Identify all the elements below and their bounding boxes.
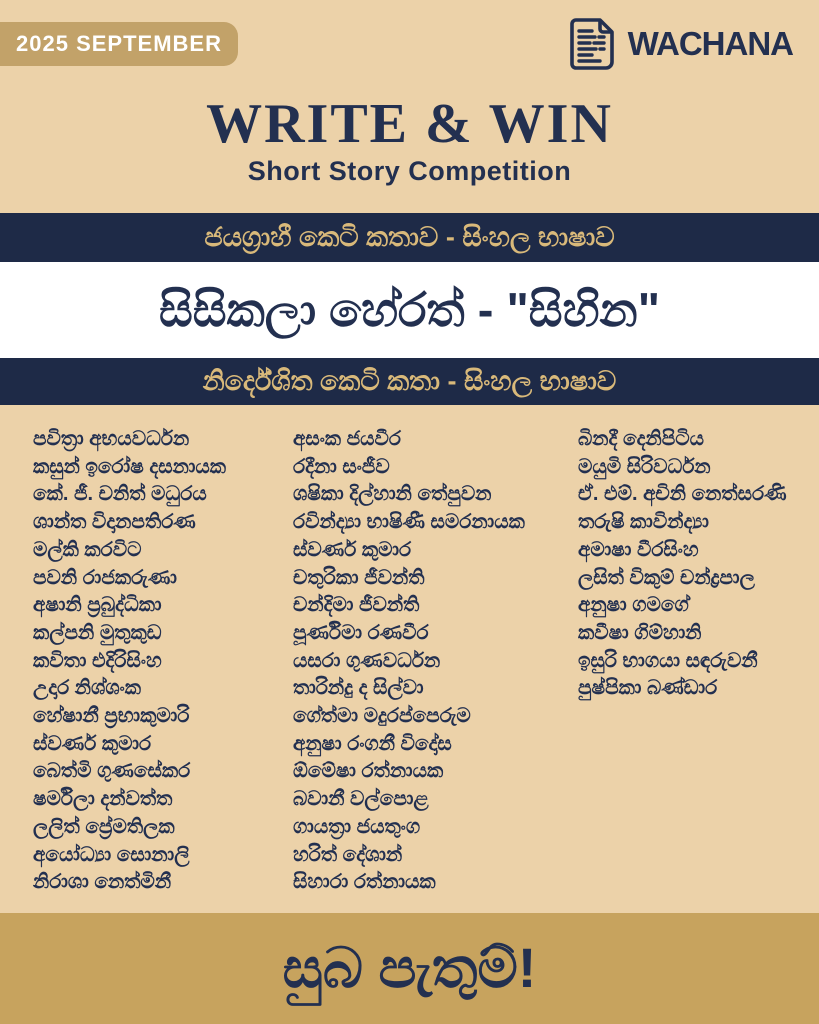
name-item: ස්වර්ණ කුමාර bbox=[33, 732, 152, 755]
name-item: බෙත්මි ගුණසේකර bbox=[33, 760, 191, 783]
name-item: මයුමි සිරිවර්ධන bbox=[578, 455, 711, 478]
winner-category-label: ජයග්‍රාහී කෙටි කතාව - සිංහල භාෂාව bbox=[204, 221, 615, 252]
name-item: බිනදී දෙනිපිටිය bbox=[578, 428, 705, 450]
name-item: අයෝධ්‍යා සොනාලි bbox=[33, 843, 190, 866]
names-column-2 bbox=[293, 426, 578, 897]
name-item: අෂානි ප්‍රබුද්ධිකා bbox=[33, 594, 162, 617]
name-item: ස්වර්ණ කුමාර bbox=[293, 538, 412, 561]
name-item: මල්කි කරවිට bbox=[33, 538, 142, 561]
name-item: ඒ. එම්. අචිනි නෙත්සරණි bbox=[578, 483, 787, 506]
name-item: කල්පනි මුතුකුඩ bbox=[33, 621, 162, 644]
name-item: ෂර්මිලා දන්වත්ත bbox=[33, 788, 173, 811]
name-item: නිරාශා නෙත්මිනී bbox=[33, 871, 172, 894]
name-item: ඕමේෂා රත්නායක bbox=[293, 760, 444, 783]
recommended-category-label: නිර්දේශිත කෙටි කතා - සිංහල භාෂාව bbox=[202, 365, 617, 396]
name-item: කවීෂා ගිම්හානි bbox=[578, 621, 702, 644]
name-item: ලලිත් ප්‍රේමතිලක bbox=[33, 815, 175, 838]
name-item: පූර්ණිමා රණවීර bbox=[293, 621, 429, 644]
name-item: කේ. ජී. චනිත් මධුරය bbox=[33, 483, 207, 506]
winner-name-band bbox=[0, 262, 819, 358]
names-column-3 bbox=[578, 426, 804, 703]
name-item: ගේත්මා මදුරප්පෙරුම bbox=[293, 705, 471, 728]
name-item: පවනි රාජකරුණා bbox=[33, 566, 177, 589]
names-grid bbox=[33, 426, 804, 897]
name-item: චන්දිමා ජීවන්ති bbox=[293, 594, 420, 617]
recommended-category-band bbox=[0, 358, 819, 405]
document-icon bbox=[570, 18, 616, 70]
date-badge bbox=[0, 22, 238, 66]
competition-subtitle: Short Story Competition bbox=[247, 156, 572, 186]
brand-logo bbox=[570, 18, 793, 70]
name-item: උදාර නිශ්ශංක bbox=[33, 677, 141, 700]
name-item: රවින්ද්‍යා භාෂිණී සමරනායක bbox=[293, 511, 525, 534]
name-item: සිහාරා රත්නායක bbox=[293, 871, 436, 894]
name-item: හේෂානී ප්‍රභාකුමාරි bbox=[33, 705, 190, 728]
name-item: යසරා ගුණවර්ධන bbox=[293, 649, 441, 672]
name-item: රදීනා සංජීව bbox=[293, 455, 390, 478]
name-item: කසුන් ඉරෝෂ දසනායක bbox=[33, 455, 227, 478]
name-item: කවිතා එදිරිසිංහ bbox=[33, 649, 162, 672]
name-item: ශෂිකා දිල්හානි තේපුවන bbox=[293, 483, 492, 506]
names-column-1 bbox=[33, 426, 293, 897]
footer-band bbox=[0, 913, 819, 1024]
name-item: ශාන්ත විදානපතිරණ bbox=[33, 511, 196, 534]
name-item: පවිත්‍රා අභයවර්ධන bbox=[33, 428, 190, 450]
name-item: තරුෂි කාවින්ද්‍යා bbox=[578, 511, 709, 534]
winner-name: සිසිකලා හේරත් - "සිහින" bbox=[159, 282, 660, 336]
name-item: ලසිත් විකුම් චන්ද්‍රපාල bbox=[578, 566, 755, 589]
name-item: තාරින්දු ද සිල්වා bbox=[293, 677, 424, 700]
name-item: චතුරිකා ජීවන්ති bbox=[293, 566, 425, 589]
name-item: හරිත් දේශාන් bbox=[293, 843, 403, 866]
name-item: අසංක ජයවීර bbox=[293, 428, 401, 450]
name-item: පුෂ්පිකා බණ්ඩාර bbox=[578, 677, 718, 700]
winner-category-band bbox=[0, 213, 819, 262]
name-item: ඉසුරි භාගයා සඳරුවනී bbox=[578, 649, 758, 672]
name-item: අමාෂා වීරසිංහ bbox=[578, 538, 699, 561]
name-item: අනුෂා රංගනී විදෝස bbox=[293, 732, 452, 755]
date-badge-label: 2025 SEPTEMBER bbox=[16, 31, 222, 56]
brand-name: WACHANA bbox=[627, 25, 793, 62]
name-item: බවානී වල්පොළ bbox=[293, 788, 429, 811]
name-item: ගායත්‍රා ජයතුංග bbox=[293, 815, 421, 838]
competition-title: WRITE & WIN bbox=[206, 93, 613, 155]
name-item: අනුෂා ගමගේ bbox=[578, 594, 689, 617]
congratulations-text: සුබ පැතුම්! bbox=[282, 936, 537, 999]
